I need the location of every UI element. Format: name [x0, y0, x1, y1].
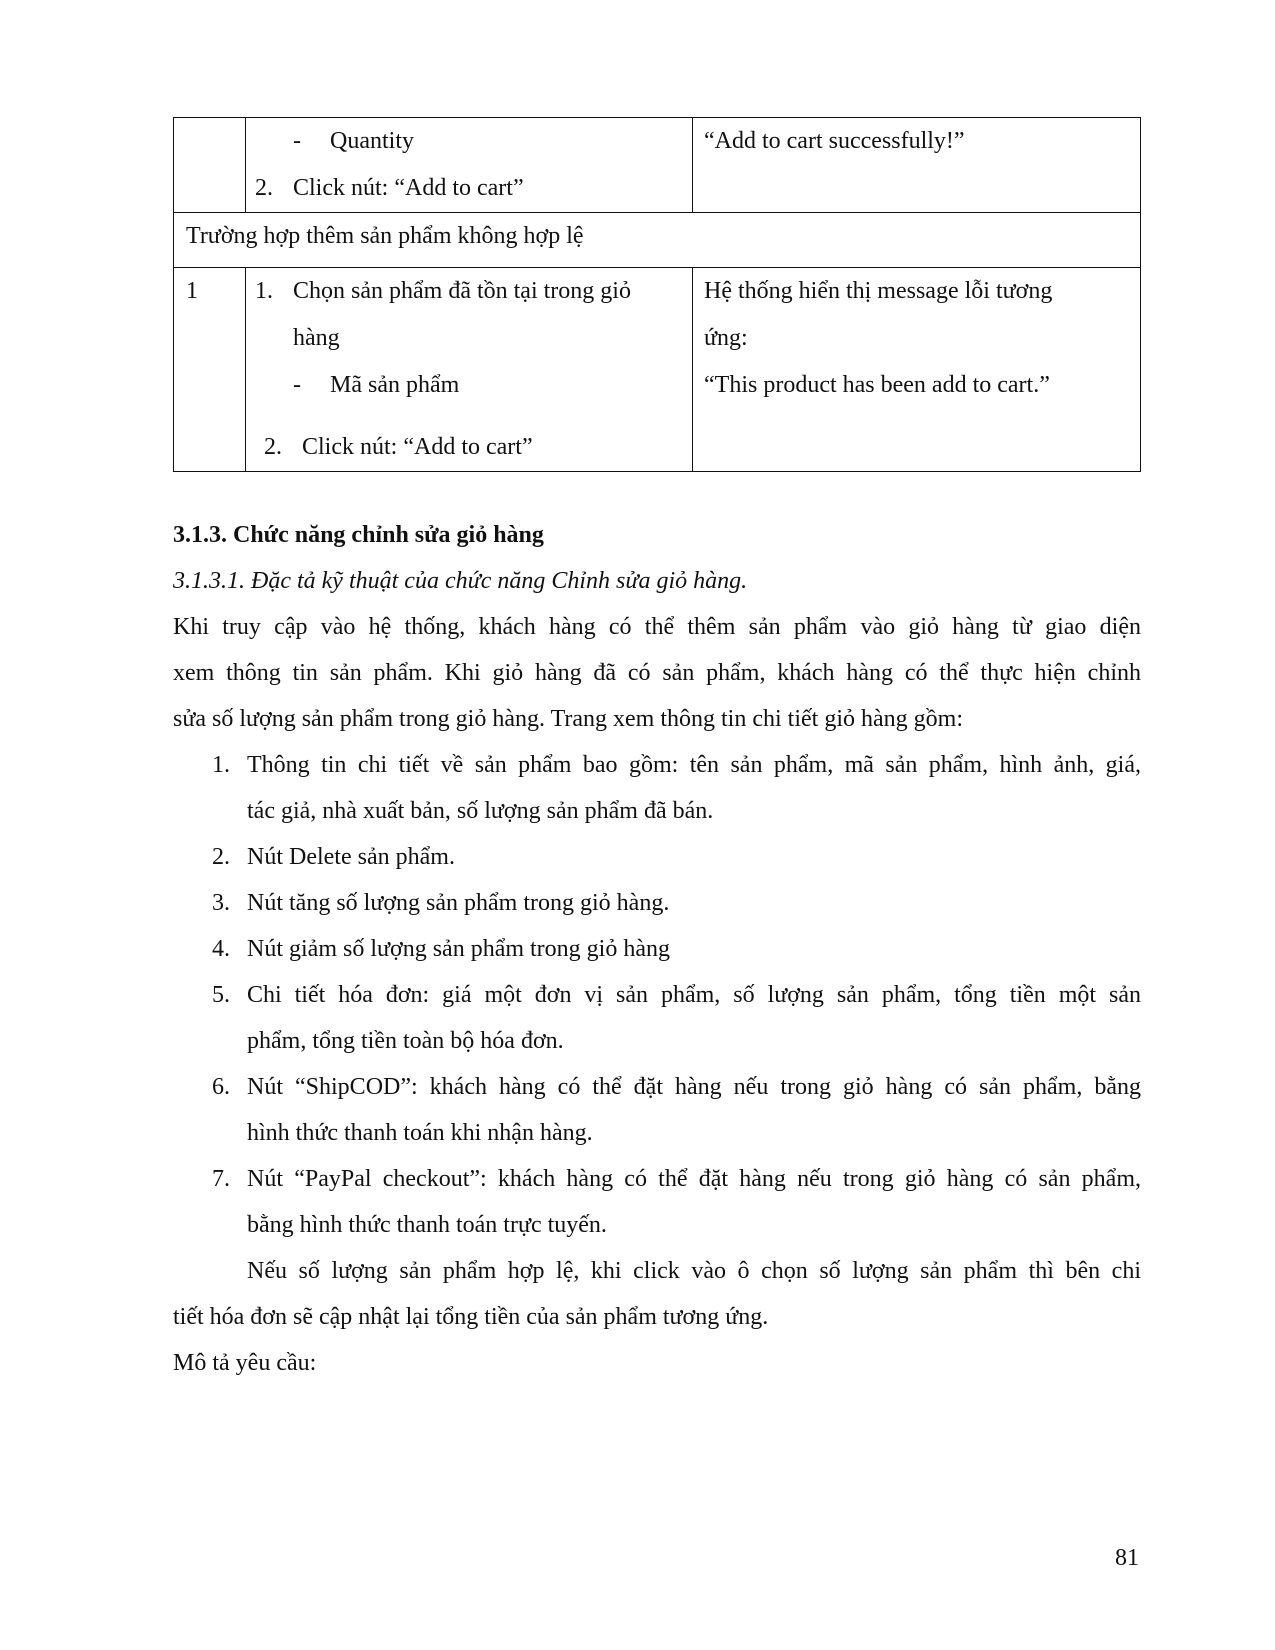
- table-section-row: [174, 213, 1141, 268]
- list-item: Nút “PayPal checkout”: khách hàng có thể đặt hàng nếu trong giỏ hàng có sản phẩm,: [247, 1166, 1141, 1192]
- list-item: Thông tin chi tiết về sản phẩm bao gồm: tên sản phẩm, mã sản phẩm, hình ảnh, giá,: [247, 752, 1141, 778]
- page-number: 81: [1115, 1545, 1139, 1571]
- section-row-title: Trường hợp thêm sản phẩm không hợp lệ: [186, 223, 584, 249]
- list-item: Nút tăng số lượng sản phẩm trong giỏ hàng.: [247, 890, 670, 916]
- section-subheading: 3.1.3.1. Đặc tả kỹ thuật của chức năng Chỉnh sửa giỏ hàng.: [173, 568, 748, 594]
- table-cell-no: [174, 118, 246, 213]
- intro-line: xem thông tin sản phẩm. Khi giỏ hàng đã có sản phẩm, khách hàng có thể thực hiện chỉnh: [173, 660, 1141, 686]
- list-item-continuation: hình thức thanh toán khi nhận hàng.: [247, 1120, 593, 1146]
- list-item: Nút “ShipCOD”: khách hàng có thể đặt hàng nếu trong giỏ hàng có sản phẩm, bằng: [247, 1074, 1141, 1100]
- test-case-table: [173, 117, 1141, 472]
- list-item-continuation: phẩm, tổng tiền toàn bộ hóa đơn.: [247, 1028, 564, 1054]
- section-heading: 3.1.3. Chức năng chỉnh sửa giỏ hàng: [173, 522, 544, 548]
- list-item: Chi tiết hóa đơn: giá một đơn vị sản phẩm, số lượng sản phẩm, tổng tiền một sản: [247, 982, 1141, 1008]
- list-item-continuation: tác giả, nhà xuất bản, số lượng sản phẩm đã bán.: [247, 798, 714, 824]
- closing-paragraph-line: Nếu số lượng sản phẩm hợp lệ, khi click vào ô chọn số lượng sản phẩm thì bên chi: [247, 1258, 1141, 1284]
- table-cell-result: Hệ thống hiển thị message lỗi tương ứng: “This product has been add to cart.”: [693, 268, 1141, 472]
- intro-line: sửa số lượng sản phẩm trong giỏ hàng. Trang xem thông tin chi tiết giỏ hàng gồm:: [173, 706, 963, 732]
- list-item-continuation: bằng hình thức thanh toán trực tuyến.: [247, 1212, 607, 1238]
- table-row: [174, 268, 1141, 472]
- table-row: [174, 118, 1141, 213]
- table-cell-result: “Add to cart successfully!”: [693, 118, 1141, 213]
- list-item: Nút giảm số lượng sản phẩm trong giỏ hàng: [247, 936, 670, 962]
- closing-paragraph-line: tiết hóa đơn sẽ cập nhật lại tổng tiền của sản phẩm tương ứng.: [173, 1304, 769, 1330]
- document-page: - Quantity 2. Click nút: “Add to cart” “Add to cart successfully!” Trường hợp thêm sản phẩm không hợp lệ 1 1. Chọn sản phẩm đã tồn tại trong giỏ hàng - Mã sản phẩm 2. Click nút: “Add to cart” Hệ thống hiển thị message lỗi tương ứng: “This product has been add to cart.” 3.1.3. Chức năng chỉnh sửa giỏ hàng 3.1.3.1. Đặc tả kỹ thuật của chức năng Chỉnh sửa giỏ hàng. Khi truy cập vào hệ thống, khách hàng có thể thêm sản phẩm vào giỏ hàng từ giao diện xem thông tin sản phẩm. Khi giỏ hàng đã có sản phẩm, khách hàng có thể thực hiện chỉnh sửa số lượng sản phẩm trong giỏ hàng. Trang xem thông tin chi tiết giỏ hàng gồm: 1. Thông tin chi tiết về sản phẩm bao gồm: tên sản phẩm, mã sản phẩm, hình ảnh, giá, tác giả, nhà xuất bản, số lượng sản phẩm đã bán. 2. Nút Delete sản phẩm. 3. Nút tăng số lượng sản phẩm trong giỏ hàng. 4. Nút giảm số lượng sản phẩm trong giỏ hàng 5. Chi tiết hóa đơn: giá một đơn vị sản phẩm, số lượng sản phẩm, tổng tiền một sản phẩm, tổng tiền toàn bộ hóa đơn. 6. Nút “ShipCOD”: khách hàng có thể đặt hàng nếu trong giỏ hàng có sản phẩm, bằng hình thức thanh toán khi nhận hàng. 7. Nút “PayPal checkout”: khách hàng có thể đặt hàng nếu trong giỏ hàng có sản phẩm, bằng hình thức thanh toán trực tuyến. Nếu số lượng sản phẩm hợp lệ, khi click vào ô chọn số lượng sản phẩm thì bên chi tiết hóa đơn sẽ cập nhật lại tổng tiền của sản phẩm tương ứng. Mô tả yêu cầu: 81: [0, 0, 1275, 1650]
- table-cell-steps: - Quantity 2. Click nút: “Add to cart”: [246, 118, 693, 213]
- table-cell-steps: 1. Chọn sản phẩm đã tồn tại trong giỏ hàng - Mã sản phẩm 2. Click nút: “Add to cart”: [246, 268, 693, 472]
- requirements-label: Mô tả yêu cầu:: [173, 1350, 317, 1376]
- table-cell-no: 1: [174, 268, 246, 472]
- list-item: Nút Delete sản phẩm.: [247, 844, 455, 870]
- intro-line: Khi truy cập vào hệ thống, khách hàng có thể thêm sản phẩm vào giỏ hàng từ giao diện: [173, 614, 1141, 640]
